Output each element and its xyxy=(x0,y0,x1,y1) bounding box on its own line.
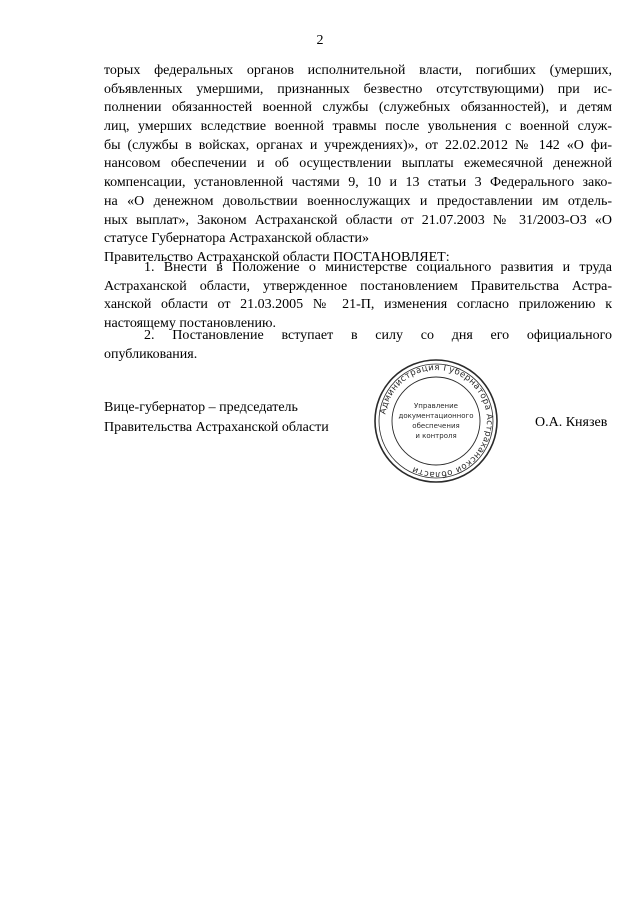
signatory-name: О.А. Князев xyxy=(535,415,608,430)
item-1 xyxy=(104,259,612,334)
text-line: Астраханской области, утвержденное постановлением Правительства Астра- xyxy=(104,278,612,294)
text-line: ных выплат», Законом Астраханской области от 21.07.2003 № 31/2003-ОЗ «О xyxy=(104,212,612,228)
signature-title-line: Вице-губернатор – председатель xyxy=(104,400,298,415)
text-line: настоящему постановлению. xyxy=(104,316,276,332)
text-line: ханской области от 21.03.2005 № 21-П, изменения согласно приложению к xyxy=(104,297,612,313)
item-2 xyxy=(104,327,612,364)
text-line: лиц, умерших вследствие военной травмы после увольнения с военной служ- xyxy=(104,119,612,135)
text-line: 2. Постановление вступает в силу со дня его официального xyxy=(144,328,612,343)
text-line: 1. Внести в Положение о министерстве социального развития и труда xyxy=(144,260,612,275)
seal-center-line: Управление xyxy=(414,402,458,410)
text-line: нансовом обеспечении и об осуществлении выплаты ежемесячной денежной xyxy=(104,156,612,172)
decree-line: Правительство Астраханской области ПОСТАНОВЛЯЕТ: xyxy=(104,249,450,265)
signature-title xyxy=(104,398,329,438)
official-seal xyxy=(373,358,499,484)
text-line: на «О денежном довольствии военнослужащих и предоставлении им отдель- xyxy=(104,193,612,209)
text-line: полнении обязанностей военной службы (служебных обязанностей), и детям xyxy=(104,100,612,116)
seal-ring-text: Администрация Губернатора Астраханской области xyxy=(378,362,495,480)
text-line: статусе Губернатора Астраханской области» xyxy=(104,231,370,247)
main-paragraph xyxy=(104,62,612,268)
seal-center-line: документационного xyxy=(398,412,474,420)
text-line: объявленных умершими, признанных безвестно отсутствующими) при ис- xyxy=(104,81,612,97)
text-line: торых федеральных органов исполнительной власти, погибших (умерших, xyxy=(104,63,612,78)
seal-center-line: обеспечения xyxy=(412,422,460,430)
text-line: опубликования. xyxy=(104,346,198,362)
signature-title-line: Правительства Астраханской области xyxy=(104,420,329,435)
text-line: компенсации, установленной частями 9, 10 и 13 статьи 3 Федерального зако- xyxy=(104,175,612,191)
seal-center-line: и контроля xyxy=(415,432,457,440)
page-number: 2 xyxy=(316,33,324,48)
text-line: бы (службы в войсках, органах и учреждениях)», от 22.02.2012 № 142 «О фи- xyxy=(104,137,612,153)
